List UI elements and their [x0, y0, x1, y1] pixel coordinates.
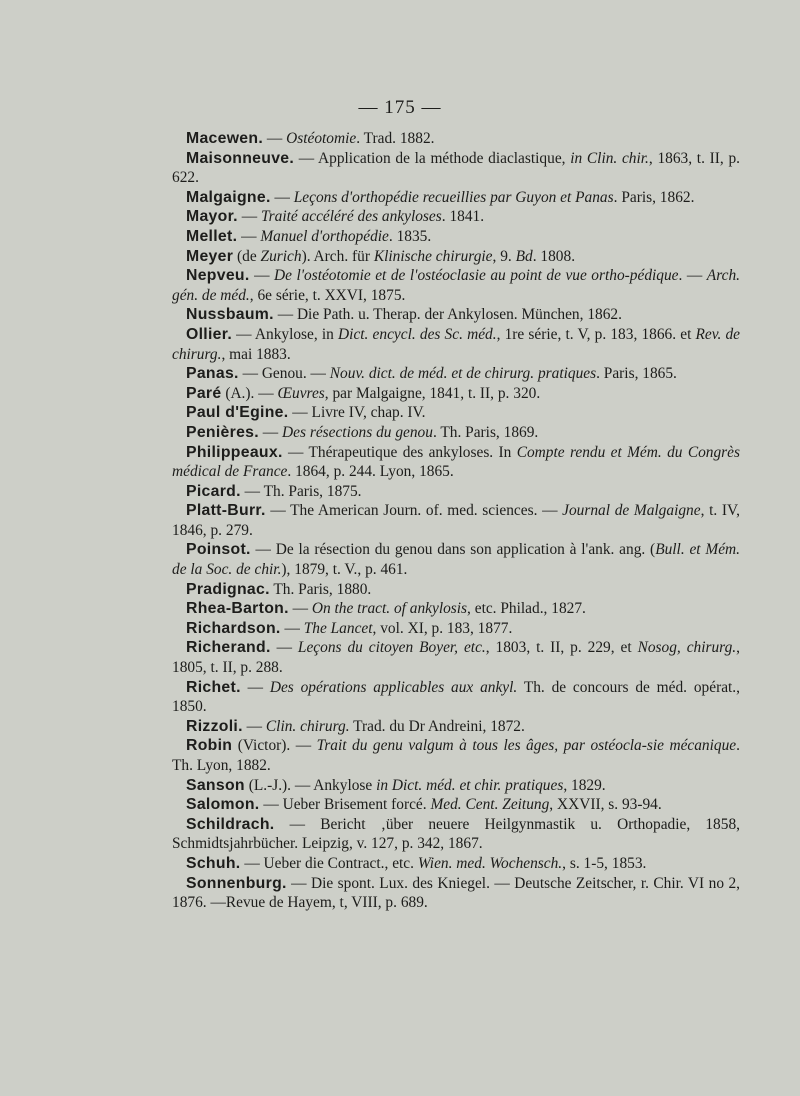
- entry-author: Richet.: [186, 678, 241, 696]
- entry-author: Philippeaux.: [186, 443, 283, 461]
- entry-author: Meyer: [186, 247, 234, 265]
- entry-author: Poinsot.: [186, 541, 251, 559]
- entry-text: , mai 1883.: [221, 345, 291, 363]
- entry-title-italic: Trait du genu valgum à tous les âges, par ostéocla-sie mécanique: [316, 737, 737, 755]
- bibliography-entry: [172, 501, 740, 540]
- entry-text: Th. Paris, 1880.: [269, 580, 372, 598]
- page-number: — 175 —: [358, 97, 442, 118]
- entry-author: Malgaigne.: [186, 188, 271, 206]
- bibliography-entry: [172, 188, 740, 208]
- entry-text: — Thérapeutique des ankyloses. In: [282, 443, 517, 461]
- entry-text: — Ueber Brisement forcé.: [259, 796, 431, 814]
- entry-author: Schildrach.: [186, 815, 275, 833]
- entry-title-italic: Arch. gén. de méd.: [172, 267, 740, 304]
- entry-text: —: [270, 639, 298, 657]
- entry-title-italic: Wien. med. Wochensch.: [417, 854, 563, 872]
- entry-text: (Victor). —: [232, 737, 317, 755]
- entry-text: — Bericht ‚über neuere Heilgynmastik u. Orthopadie, 1858, Schmidtsjahrbücher. Leipzig, v. 127, p. 342, 1867.: [172, 815, 740, 853]
- entry-text: — Genou. —: [238, 365, 330, 383]
- bibliography-entry: [172, 580, 740, 600]
- entry-title-italic: Clin. chirurg.: [265, 717, 350, 735]
- bibliography-entry: [172, 149, 740, 188]
- entry-text: , par Malgaigne, 1841, t. II, p. 320.: [324, 384, 541, 402]
- bibliography-entry: [172, 776, 740, 796]
- entry-title-italic: Compte rendu et Mém. du Congrès médical de France: [172, 443, 740, 481]
- entry-text: , 1805, t. II, p. 288.: [172, 639, 741, 677]
- entry-title-italic: Ostéotomie: [286, 130, 357, 147]
- entry-title-italic: Œuvres: [277, 384, 325, 402]
- bibliography-entry: [172, 795, 740, 815]
- entry-text: , etc. Philad., 1827.: [467, 600, 586, 618]
- entry-text: ), 1879, t. V., p. 461.: [281, 561, 408, 579]
- bibliography-entry: [172, 403, 740, 423]
- entry-author: Mellet.: [186, 227, 238, 245]
- entry-title-italic: Bull. et Mém. de la Soc. de chir.: [172, 541, 740, 579]
- entry-author: Platt-Burr.: [186, 502, 266, 520]
- entry-author: Nussbaum.: [186, 306, 274, 324]
- bibliography-entry: [172, 482, 740, 502]
- entry-text: . Trad. 1882.: [356, 130, 435, 147]
- entry-title-italic: Des opérations applicables aux ankyl.: [269, 678, 518, 696]
- entry-author: Paré: [186, 384, 222, 402]
- bibliography-entry: [172, 678, 740, 717]
- entry-title-italic: Klinische chirurgie: [373, 247, 493, 265]
- entry-text: —: [258, 423, 283, 441]
- bibliography-entry: [172, 638, 740, 677]
- entry-text: . 1841.: [441, 208, 485, 226]
- entry-text: —: [270, 188, 294, 206]
- entry-text: — Die spont. Lux. des Kniegel. — Deutsche Zeitscher, r. Chir. VI no 2, 1876. —Revue de Hayem, t, VIII, p. 689.: [172, 874, 740, 912]
- bibliography-entry: [172, 364, 740, 384]
- bibliography-entry: [172, 736, 740, 775]
- bibliography-entry: [172, 540, 740, 579]
- bibliography-entry: [172, 443, 740, 482]
- entry-text: . 1864, p. 244. Lyon, 1865.: [287, 463, 454, 481]
- entry-text: , 1863, t. II, p. 622.: [172, 149, 740, 187]
- entry-title-italic: Leçons du citoyen Boyer, etc.: [297, 639, 486, 657]
- entry-text: —: [249, 267, 274, 285]
- entry-title-italic: in Dict. méd. et chir. pratiques: [376, 776, 564, 794]
- entry-text: — De la résection du genou dans son application à l'ank. ang. (: [250, 541, 656, 559]
- entry-author: Sanson: [186, 776, 245, 794]
- bibliography-entry: [172, 325, 740, 364]
- entry-text: —: [280, 619, 304, 637]
- entry-author: Richerand.: [186, 639, 271, 657]
- entry-text: , t. IV, 1846, p. 279.: [172, 502, 740, 539]
- entry-text: (A.). —: [221, 384, 278, 402]
- entry-author: Picard.: [186, 482, 241, 500]
- entry-text: — Ankylose, in: [232, 325, 339, 343]
- bibliography-entry: [172, 599, 740, 619]
- entry-text: . —: [678, 267, 707, 285]
- entry-text: — Die Path. u. Therap. der Ankylosen. München, 1862.: [273, 306, 622, 324]
- entry-author: Richardson.: [186, 619, 281, 637]
- entry-text: ). Arch. für: [301, 247, 374, 265]
- entry-title-italic: Zurich: [260, 247, 302, 265]
- entry-title-italic: Dict. encycl. des Sc. méd.: [338, 325, 497, 343]
- entry-text: . Th. Lyon, 1882.: [172, 737, 740, 774]
- entry-text: —: [263, 130, 287, 147]
- entry-author: Rhea-Barton.: [186, 600, 289, 618]
- bibliography-entry: [172, 815, 740, 854]
- entry-text: , 9.: [492, 247, 516, 265]
- bibliography-entry: [172, 207, 740, 227]
- entry-text: Th. de concours de méd. opérat., 1850.: [172, 678, 740, 716]
- entry-text: . Th. Paris, 1869.: [432, 423, 539, 441]
- bibliography-entry: [172, 227, 740, 247]
- entry-text: — Application de la méthode diaclastique,: [294, 149, 571, 167]
- bibliography-list: [172, 129, 740, 913]
- entry-author: Panas.: [186, 365, 239, 383]
- entry-author: Penières.: [186, 423, 259, 441]
- entry-title-italic: in Clin. chir.: [570, 149, 649, 167]
- entry-title-italic: Des résections du genou: [282, 423, 433, 441]
- entry-text: — Th. Paris, 1875.: [240, 482, 362, 500]
- bibliography-entry: [172, 266, 740, 305]
- entry-author: Paul d'Egine.: [186, 404, 289, 422]
- entry-title-italic: Manuel d'orthopédie: [260, 227, 389, 245]
- entry-author: Ollier.: [186, 325, 233, 343]
- entry-title-italic: De l'ostéotomie et de l'ostéoclasie au point de vue ortho-pédique: [273, 267, 679, 285]
- entry-text: — Ueber die Contract., etc.: [240, 854, 418, 872]
- bibliography-entry: [172, 305, 740, 325]
- entry-text: (L.-J.). — Ankylose: [244, 776, 377, 794]
- entry-text: , 6e série, t. XXVI, 1875.: [249, 286, 406, 304]
- entry-title-italic: Nosog, chirurg.: [637, 639, 737, 657]
- bibliography-entry: [172, 874, 740, 913]
- entry-title-italic: Leçons d'orthopédie recueillies par Guyon et Panas: [293, 188, 614, 206]
- entry-author: Salomon.: [186, 796, 260, 814]
- entry-text: , 1re série, t. V, p. 183, 1866. et: [496, 325, 696, 343]
- entry-title-italic: Journal de Malgaigne: [562, 502, 701, 520]
- bibliography-entry: [172, 619, 740, 639]
- entry-text: — The American Journ. of. med. sciences. —: [265, 502, 563, 520]
- bibliography-entry: [172, 384, 740, 404]
- entry-text: . Paris, 1865.: [596, 365, 677, 383]
- entry-text: , XXVII, s. 93-94.: [549, 796, 662, 814]
- entry-author: Robin: [186, 737, 233, 755]
- bibliography-entry: [172, 854, 740, 874]
- entry-text: —: [288, 600, 312, 618]
- entry-author: Pradignac.: [186, 580, 270, 598]
- entry-text: —: [240, 678, 270, 696]
- entry-text: , 1803, t. II, p. 229, et: [485, 639, 638, 657]
- entry-text: , vol. XI, p. 183, 1877.: [372, 619, 513, 637]
- entry-title-italic: Nouv. dict. de méd. et de chirurg. pratiques: [329, 365, 597, 383]
- bibliography-entry: [172, 129, 740, 149]
- entry-text: . Paris, 1862.: [613, 188, 695, 206]
- entry-text: —: [237, 227, 261, 245]
- entry-text: . 1808.: [532, 247, 576, 265]
- entry-author: Schuh.: [186, 854, 241, 872]
- entry-author: Nepveu.: [186, 267, 250, 285]
- entry-text: , s. 1-5, 1853.: [562, 854, 647, 872]
- entry-text: (de: [233, 247, 261, 265]
- entry-text: . 1835.: [388, 227, 432, 245]
- entry-text: —: [237, 208, 261, 226]
- entry-title-italic: Traité accéléré des ankyloses: [260, 208, 442, 226]
- entry-title-italic: Med. Cent. Zeitung: [430, 796, 550, 814]
- bibliography-entry: [172, 423, 740, 443]
- entry-author: Macewen.: [186, 130, 264, 147]
- entry-text: Trad. du Dr Andreini, 1872.: [349, 717, 525, 735]
- entry-text: — Livre IV, chap. IV.: [288, 404, 426, 422]
- entry-title-italic: On the tract. of ankylosis: [311, 600, 468, 618]
- bibliography-entry: [172, 247, 740, 267]
- entry-title-italic: Rev. de chirurg.: [172, 325, 740, 363]
- entry-author: Sonnenburg.: [186, 874, 287, 892]
- entry-author: Maisonneuve.: [186, 149, 295, 167]
- entry-text: —: [242, 717, 266, 735]
- entry-title-italic: The Lancet: [303, 619, 373, 637]
- entry-author: Rizzoli.: [186, 717, 243, 735]
- entry-author: Mayor.: [186, 208, 238, 226]
- entry-title-italic: Bd: [515, 247, 533, 265]
- bibliography-entry: [172, 717, 740, 737]
- entry-text: , 1829.: [563, 776, 606, 794]
